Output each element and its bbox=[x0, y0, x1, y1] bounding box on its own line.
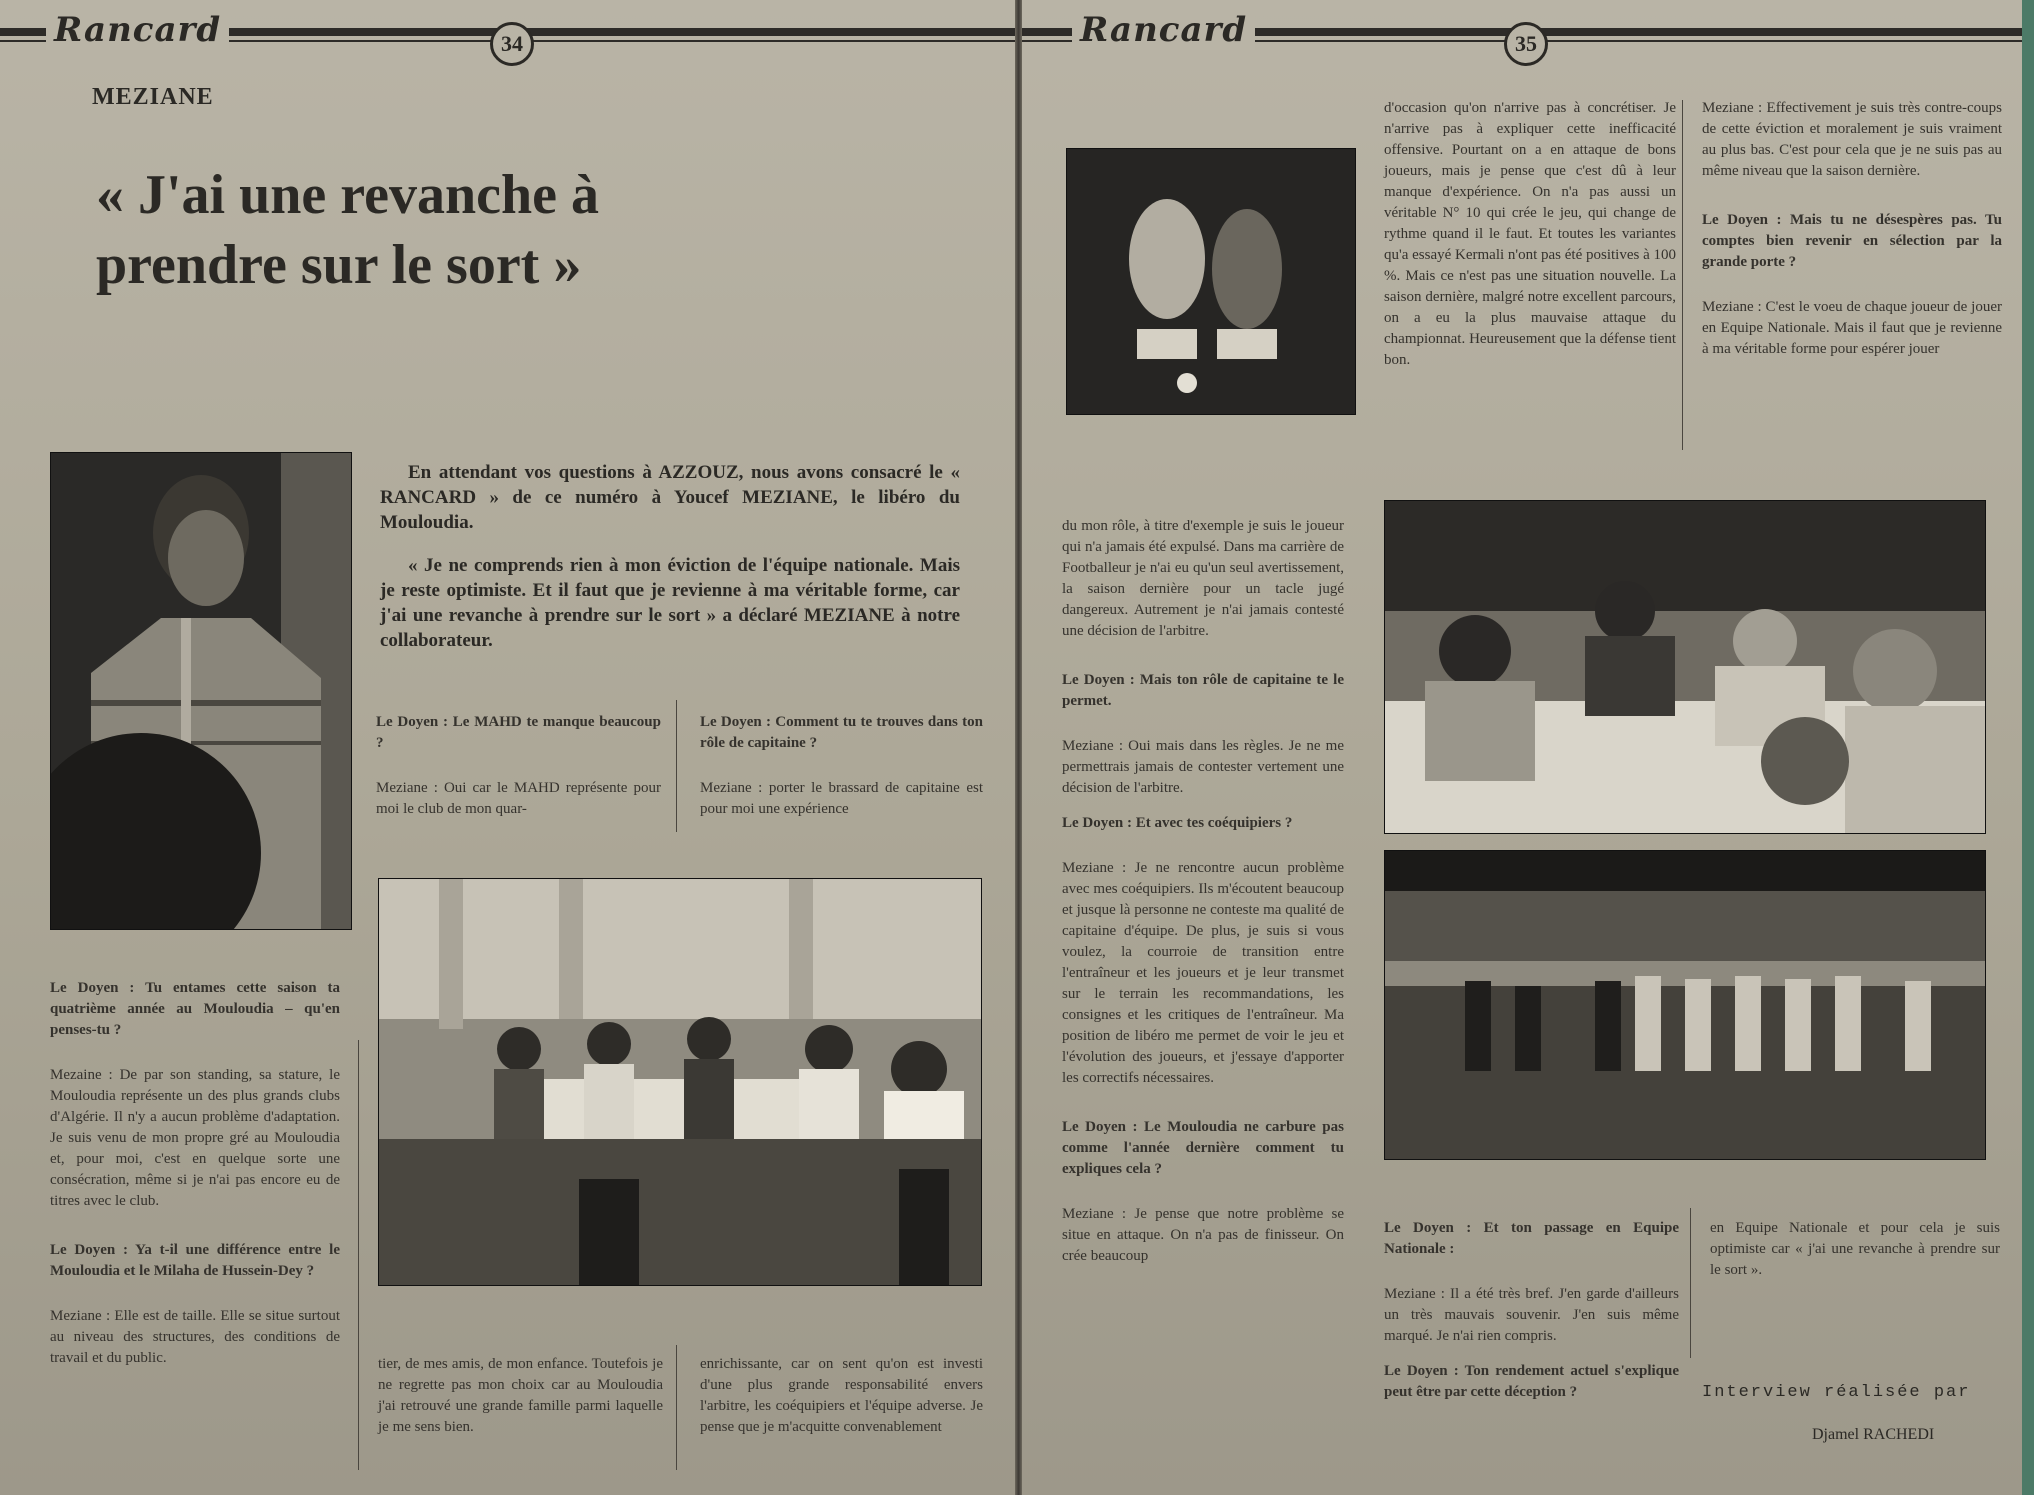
portrait-photo bbox=[50, 452, 352, 930]
question: Le Doyen : Mais tu ne désespères pas. Tu comptes bien revenir en sélection par la grande porte ? bbox=[1702, 212, 2002, 270]
question: Le Doyen : Ton rendement actuel s'explique peut être par cette déception ? bbox=[1384, 1363, 1679, 1400]
question: Le Doyen : Le Mouloudia ne carbure pas comme l'année dernière comment tu expliques cela ? bbox=[1062, 1119, 1344, 1177]
page-number: 35 bbox=[1504, 22, 1548, 66]
answer-continued: d'occasion qu'on n'arrive pas à concrétiser. Je n'arrive pas à expliquer cette inefficacité offensive. Pourtant on a en attaque de bons joueurs, mais je pense que c'est dû à leur manque d'expérience. On n'a pas aussi un véritable N° 10 qui crée le jeu, qui change de rythme quand il le faut. Et toutes les variantes qu'a essayé Kermali n'ont pas été positives à 100 %. Mais ce n'est pas une situation nouvelle. La saison dernière, malgré notre excellent parcours, on a eu la plus mauvaise attaque du championnat. Heureusement que la défense tient bon. bbox=[1384, 100, 1676, 368]
column-closing bbox=[1710, 1218, 2000, 1281]
answer-continued: du mon rôle, à titre d'exemple je suis le joueur qui n'a jamais été expulsé. Dans ma carrière de Footballeur je n'ai eu qu'un seul avertissement, la saison dernière pour un tacle jugé dangereux. Autrement je n'ai jamais contesté une décision de l'arbitre. bbox=[1062, 518, 1344, 639]
answer: Meziane : Je ne rencontre aucun problème avec mes coéquipiers. Ils m'écoutent beaucoup et jusque là personne ne conteste ma qualité de capitaine d'équipe. De plus, je suis si vous voulez, la courroie de transition entre l'entraîneur et les joueurs et je leur transmet sur le terrain les recommandations, les consignes et les critiques de l'entraîneur. Ma position de libéro me permet de voir le jeu et l'évolution des joueurs, et j'essaye d'apporter les correctifs nécessaires. bbox=[1062, 860, 1344, 1086]
interview-credit: Interview réalisée par bbox=[1702, 1383, 1971, 1402]
answer-continued: tier, de mes amis, de mon enfance. Toutefois je ne regrette pas mon choix car au Mouloudia j'ai retrouvé une grande famille parmi laquelle je me sens bien. bbox=[378, 1356, 663, 1435]
answer: Meziane : Il a été très bref. J'en garde d'ailleurs un très mauvais souvenir. J'en suis même marqué. Je n'ai rien compris. bbox=[1384, 1286, 1679, 1344]
answer-continued: en Equipe Nationale et pour cela je suis optimiste car « j'ai une revanche à prendre sur le sort ». bbox=[1710, 1220, 2000, 1278]
dining-illustration bbox=[379, 879, 981, 1285]
column-rule bbox=[1690, 1208, 1691, 1358]
question: Le Doyen : Ya t-il une différence entre le Mouloudia et le Milaha de Hussein-Dey ? bbox=[50, 1242, 340, 1279]
portrait-illustration bbox=[51, 453, 351, 929]
column-national-team bbox=[1384, 1218, 1679, 1413]
column-captain-role bbox=[1062, 516, 1344, 1267]
binding-gutter bbox=[1015, 0, 1022, 1495]
column-rule bbox=[1682, 100, 1683, 450]
cover-edge bbox=[2022, 0, 2034, 1495]
question: Le Doyen : Mais ton rôle de capitaine te le permet. bbox=[1062, 672, 1344, 709]
question: Le Doyen : Comment tu te trouves dans ton rôle de capitaine ? bbox=[700, 714, 983, 751]
author-name: Djamel RACHEDI bbox=[1812, 1426, 1935, 1443]
banquet-illustration bbox=[1385, 501, 1985, 833]
answer: Meziane : Oui mais dans les règles. Je ne me permettrais jamais de contester vertement une décision de l'arbitre. bbox=[1062, 738, 1344, 796]
team-dining-photo bbox=[378, 878, 982, 1286]
intro-paragraph-1: En attendant vos questions à AZZOUZ, nous avons consacré le « RANCARD » de ce numéro à Youcef MEZIANE, le libéro du Mouloudia. bbox=[380, 462, 960, 533]
question: Le Doyen : Et avec tes coéquipiers ? bbox=[1062, 815, 1293, 831]
column-attack bbox=[1384, 98, 1676, 371]
column-captain-cont bbox=[700, 1354, 983, 1438]
answer: Meziane : Oui car le MAHD représente pour moi le club de mon quar- bbox=[376, 780, 661, 817]
column-rule bbox=[676, 700, 677, 832]
answer-continued: Meziane : Effectivement je suis très contre-coups de cette éviction et moralement je suis vraiment au plus bas. C'est pour cela que je ne suis pas au même niveau que la saison dernière. bbox=[1702, 100, 2002, 179]
column-mouloudia bbox=[50, 978, 340, 1369]
stadium-lineup-photo bbox=[1384, 850, 1986, 1160]
intro-paragraph-2: « Je ne comprends rien à mon éviction de l'équipe nationale. Mais je reste optimiste. Et il faut que je revienne à ma véritable forme, car j'ai une revanche à prendre sur le sort » a déclaré MEZIANE à notre collaborateur. bbox=[380, 555, 960, 651]
answer: Meziane : porter le brassard de capitaine est pour moi une expérience bbox=[700, 780, 983, 817]
page-35 bbox=[1022, 0, 2022, 1495]
intro bbox=[380, 460, 960, 671]
column-mahd bbox=[376, 712, 661, 820]
headline: « J'ai une revanche à prendre sur le sort » bbox=[96, 164, 599, 296]
answer-continued: enrichissante, car on sent qu'on est investi d'une plus grande responsabilité envers l'arbitre, les coéquipiers et l'équipe adverse. Je pense que je m'acquitte convenablement bbox=[700, 1356, 983, 1435]
question: Le Doyen : Et ton passage en Equipe Nationale : bbox=[1384, 1220, 1679, 1257]
page-34 bbox=[0, 0, 1015, 1495]
answer: Mezaine : De par son standing, sa stature, le Mouloudia représente un des plus grands clubs d'Algérie. Il n'y a aucun problème d'adaptation. Je suis venu de mon propre gré au Mouloudia et, pour moi, c'est en quelque sorte une consécration, même si je n'ai pas encore eu de titres avec le club. bbox=[50, 1067, 340, 1209]
banquet-photo bbox=[1384, 500, 1986, 834]
answer: Meziane : Je pense que notre problème se situe en attaque. On n'a pas de finisseur. On crée beaucoup bbox=[1062, 1206, 1344, 1264]
page-number: 34 bbox=[490, 22, 534, 66]
answer: Meziane : C'est le voeu de chaque joueur de jouer en Equipe Nationale. Mais il faut que je revienne à ma véritable forme pour espérer jouer bbox=[1702, 299, 2002, 357]
column-rule bbox=[358, 1040, 359, 1470]
answer: Meziane : Elle est de taille. Elle se situe surtout au niveau des structures, des conditions de travail et du public. bbox=[50, 1308, 340, 1366]
stadium-illustration bbox=[1385, 851, 1985, 1159]
rancard-logo: Rancard bbox=[46, 10, 229, 50]
kicker: MEZIANE bbox=[92, 84, 214, 110]
question: Le Doyen : Tu entames cette saison ta quatrième année au Mouloudia – qu'en penses-tu ? bbox=[50, 980, 340, 1038]
question: Le Doyen : Le MAHD te manque beaucoup ? bbox=[376, 714, 661, 751]
column-rule bbox=[676, 1345, 677, 1470]
column-mahd-cont bbox=[378, 1354, 663, 1438]
rancard-logo: Rancard bbox=[1072, 10, 1255, 50]
players-photo bbox=[1066, 148, 1356, 415]
column-captain bbox=[700, 712, 983, 820]
column-eviction bbox=[1702, 98, 2002, 360]
players-illustration bbox=[1067, 149, 1355, 414]
